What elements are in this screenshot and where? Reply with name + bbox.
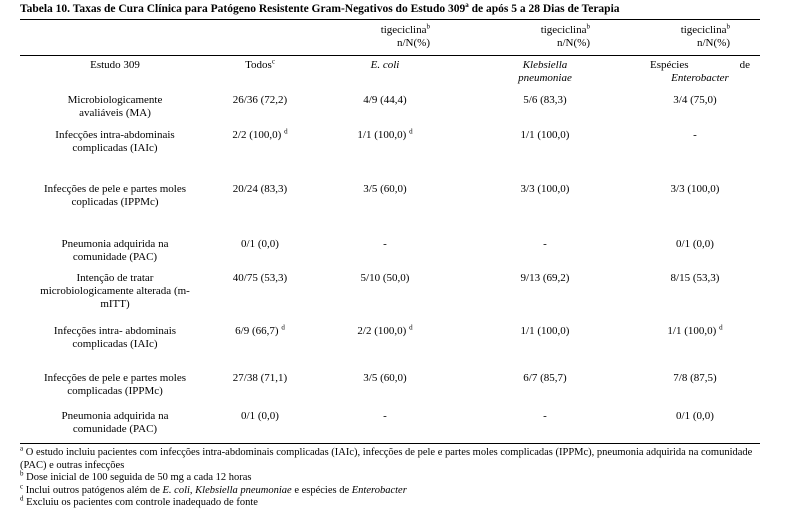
row-value: 0/1 (0,0) xyxy=(676,410,714,422)
row-value: - xyxy=(383,238,387,250)
row-value: 3/5 (60,0) xyxy=(363,372,407,384)
col-header-klebsiella: Klebsiella pneumoniae xyxy=(518,59,572,84)
row-value: 2/2 (100,0) $^d$ xyxy=(232,127,288,141)
row-value: - xyxy=(543,410,547,422)
row-label-line: Infecções de pele e partes moles xyxy=(43,183,186,195)
col-header-all: Todos$^c$ xyxy=(245,57,275,71)
row-label-line: Intenção de tratar xyxy=(76,272,154,284)
row-value: 9/13 (69,2) xyxy=(520,272,570,284)
row-value: 3/5 (60,0) xyxy=(363,183,407,195)
row-value: - xyxy=(543,238,547,250)
row-value: 3/3 (100,0) xyxy=(670,183,720,195)
footnote-c: $^c$ Inclui outros patógenos além de E. coli, Klebsiella pneumoniae e espécies de Enterobacter xyxy=(20,482,407,496)
row-value: 1/1 (100,0) $^d$ xyxy=(357,127,413,141)
row-value: 5/6 (83,3) xyxy=(523,94,567,106)
row-label xyxy=(20,272,210,311)
footnote-b: $^b$ Dose inicial de 100 seguida de 50 mg a cada 12 horas xyxy=(20,469,252,483)
footnote-a: $^a$ O estudo incluiu pacientes com infecções intra-abdominais complicadas (IAIc), infecções de pele e partes moles complicadas (IPPMc), pneumonia adquirida na comunidade (PAC) e outras infecções xyxy=(20,444,753,471)
row-label-line: microbiologicamente alterada (m- xyxy=(40,285,190,297)
footnotes xyxy=(20,444,770,510)
row-label xyxy=(20,238,210,264)
row-value: 20/24 (83,3) xyxy=(232,183,288,195)
footnote-d: $^d$ Excluiu os pacientes com controle inadequado de fonte xyxy=(20,494,258,508)
row-label-line: Infecções de pele e partes moles xyxy=(43,372,186,384)
row-value: 1/1 (100,0) $^d$ xyxy=(667,323,723,337)
row-value: 2/2 (100,0) $^d$ xyxy=(357,323,413,337)
row-label xyxy=(20,325,210,351)
row-value: 7/8 (87,5) xyxy=(673,372,717,384)
row-value: 4/9 (44,4) xyxy=(363,94,407,106)
header-drug-col2: tigeciclina$^b$ n/N(%) xyxy=(380,22,430,49)
col-header-study: Estudo 309 xyxy=(90,59,140,71)
header-rule xyxy=(20,55,760,56)
row-label xyxy=(20,129,210,155)
row-value: 1/1 (100,0) xyxy=(520,325,570,337)
row-label-line: complicadas (IPPMc) xyxy=(67,385,163,397)
row-label xyxy=(20,410,210,436)
row-value: 5/10 (50,0) xyxy=(360,272,410,284)
table-title: Tabela 10. Taxas de Cura Clínica para Patógeno Resistente Gram-Negativos do Estudo 309$^a$ de após 5 a 28 Dias de Terapia xyxy=(20,1,620,15)
row-value: 0/1 (0,0) xyxy=(241,238,279,250)
row-label-line: coplicadas (IPPMc) xyxy=(71,196,159,208)
row-label-line: complicadas (IAIc) xyxy=(72,142,158,154)
col-header-ecoli: E. coli xyxy=(370,59,400,71)
row-value: 3/4 (75,0) xyxy=(673,94,717,106)
top-rule xyxy=(20,19,760,20)
row-value: 6/7 (85,7) xyxy=(523,372,567,384)
row-label-line: comunidade (PAC) xyxy=(72,251,158,263)
row-value: 0/1 (0,0) xyxy=(241,410,279,422)
row-label-line: Pneumonia adquirida na xyxy=(61,410,169,422)
row-label xyxy=(20,372,210,398)
row-label-line: mITT) xyxy=(100,298,130,310)
row-value: - xyxy=(383,410,387,422)
row-value: 3/3 (100,0) xyxy=(520,183,570,195)
row-label-line: Infecções intra- abdominais xyxy=(53,325,177,337)
bottom-rule xyxy=(20,443,760,444)
row-label-line: Microbiologicamente xyxy=(67,94,163,106)
row-value: 40/75 (53,3) xyxy=(232,272,288,284)
row-label-line: Pneumonia adquirida na xyxy=(61,238,169,250)
row-value: 27/38 (71,1) xyxy=(232,372,288,384)
row-value: 6/9 (66,7) $^d$ xyxy=(235,323,285,337)
row-value: - xyxy=(693,129,697,141)
row-label-line: Infecções intra-abdominais xyxy=(55,129,175,141)
header-drug-col3: tigeciclina$^b$ n/N(%) xyxy=(540,22,590,49)
row-value: 26/36 (72,2) xyxy=(232,94,288,106)
col-header-enterobacter: Espécies de Enterobacter xyxy=(650,59,750,84)
row-label xyxy=(20,94,210,120)
row-value: 1/1 (100,0) xyxy=(520,129,570,141)
row-label xyxy=(20,183,210,209)
row-label-line: comunidade (PAC) xyxy=(72,423,158,435)
header-drug-col4: tigeciclina$^b$ n/N(%) xyxy=(680,22,730,49)
row-value: 0/1 (0,0) xyxy=(676,238,714,250)
row-value: 8/15 (53,3) xyxy=(670,272,720,284)
row-label-line: avaliáveis (MA) xyxy=(79,107,151,119)
row-label-line: complicadas (IAIc) xyxy=(72,338,158,350)
